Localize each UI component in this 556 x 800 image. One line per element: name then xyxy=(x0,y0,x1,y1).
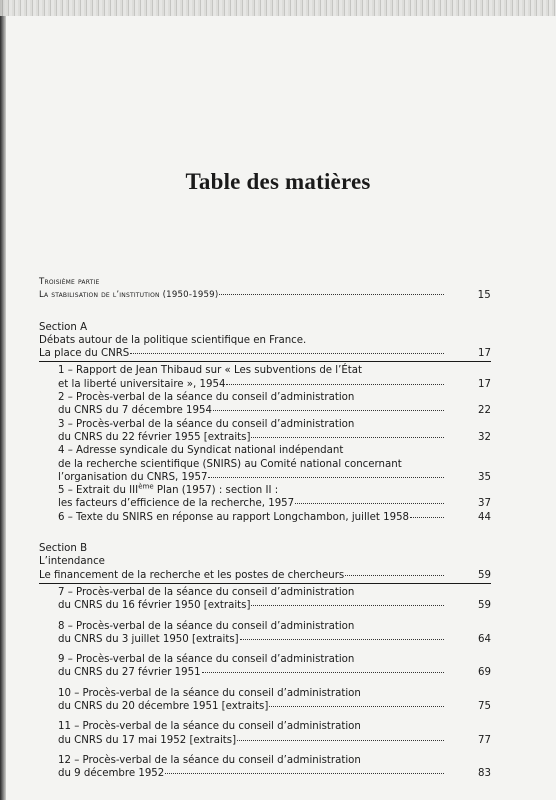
page-number: 69 xyxy=(478,667,491,679)
toc-entry-3: du CNRS du 22 février 1955 [extraits] 32 xyxy=(58,431,491,443)
toc-entry-12-line1: 12 – Procès-verbal de la séance du conseil d’administration xyxy=(58,754,361,766)
page-number: 22 xyxy=(478,405,491,417)
page-number: 75 xyxy=(478,701,491,713)
toc-entry-section-a-heading: La place du CNRS 17 xyxy=(39,348,491,360)
page-number: 77 xyxy=(478,734,491,746)
page-number: 59 xyxy=(478,600,491,612)
page-number: 59 xyxy=(478,569,491,581)
toc-entry-9-line1: 9 – Procès-verbal de la séance du conseil d’administration xyxy=(58,654,355,666)
toc-entry-4-line1: 4 – Adresse syndicale du Syndicat national indépendant xyxy=(58,445,344,457)
page-number: 17 xyxy=(478,378,491,390)
toc-entry-4: l’organisation du CNRS, 1957 35 xyxy=(58,471,491,483)
page-top-edge xyxy=(0,0,556,16)
toc-entry-7-line1: 7 – Procès-verbal de la séance du conseil d’administration xyxy=(58,586,355,598)
partie-label: Troisième partie xyxy=(39,277,100,287)
toc-entry-5-line1: 5 – Extrait du IIIème Plan (1957) : section II : xyxy=(58,482,279,497)
toc-entry-9: du CNRS du 27 février 1951 69 xyxy=(58,667,491,679)
toc-entry-10-line1: 10 – Procès-verbal de la séance du conseil d’administration xyxy=(58,687,361,699)
section-a-label: Section A xyxy=(39,321,88,333)
toc-entry-1-line1: 1 – Rapport de Jean Thibaud sur « Les subventions de l’État xyxy=(58,365,363,377)
toc-entry-8-line1: 8 – Procès-verbal de la séance du conseil d’administration xyxy=(58,620,355,632)
toc-entry-10: du CNRS du 20 décembre 1951 [extraits] 75 xyxy=(58,701,491,713)
toc-entry-5: les facteurs d’efficience de la recherche, 1957 37 xyxy=(58,498,491,510)
page-binding-edge xyxy=(0,0,6,800)
page-title: Table des matières xyxy=(185,169,371,194)
toc-entry-8: du CNRS du 3 juillet 1950 [extraits] 64 xyxy=(58,633,491,645)
toc-entry-12: du 9 décembre 1952 83 xyxy=(58,768,491,780)
page-number: 17 xyxy=(478,348,491,360)
section-b-label: Section B xyxy=(39,543,88,555)
page-number: 35 xyxy=(478,471,491,483)
toc-entry-1: et la liberté universitaire », 1954 17 xyxy=(58,378,491,390)
page-number: 44 xyxy=(478,511,491,523)
toc-entry-2-line1: 2 – Procès-verbal de la séance du conseil d’administration xyxy=(58,392,355,404)
page-number: 37 xyxy=(478,498,491,510)
table-of-contents xyxy=(39,276,491,781)
section-b-subtitle: L’intendance xyxy=(39,556,105,568)
toc-entry-4-line2: de la recherche scientifique (SNIRS) au Comité national concernant xyxy=(58,458,402,470)
page-number: 32 xyxy=(478,431,491,443)
toc-entry-11-line1: 11 – Procès-verbal de la séance du conseil d’administration xyxy=(58,721,361,733)
toc-entry-partie: La stabilisation de l’institution (1950-1959) 15 xyxy=(39,290,491,302)
toc-entry-6: 6 – Texte du SNIRS en réponse au rapport Longchambon, juillet 1958 44 xyxy=(58,511,491,523)
toc-entry-3-line1: 3 – Procès-verbal de la séance du conseil d’administration xyxy=(58,418,355,430)
divider xyxy=(39,583,491,584)
toc-entry-section-b-heading: Le financement de la recherche et les postes de chercheurs 59 xyxy=(39,569,491,581)
divider xyxy=(39,361,491,362)
toc-entry-7: du CNRS du 16 février 1950 [extraits] 59 xyxy=(58,600,491,612)
section-a-subtitle: Débats autour de la politique scientifique en France. xyxy=(39,334,307,346)
page-number: 15 xyxy=(477,290,491,302)
page-number: 64 xyxy=(478,633,491,645)
toc-entry-11: du CNRS du 17 mai 1952 [extraits] 77 xyxy=(58,734,491,746)
page-number: 83 xyxy=(478,768,491,780)
toc-entry-2: du CNRS du 7 décembre 1954 22 xyxy=(58,405,491,417)
